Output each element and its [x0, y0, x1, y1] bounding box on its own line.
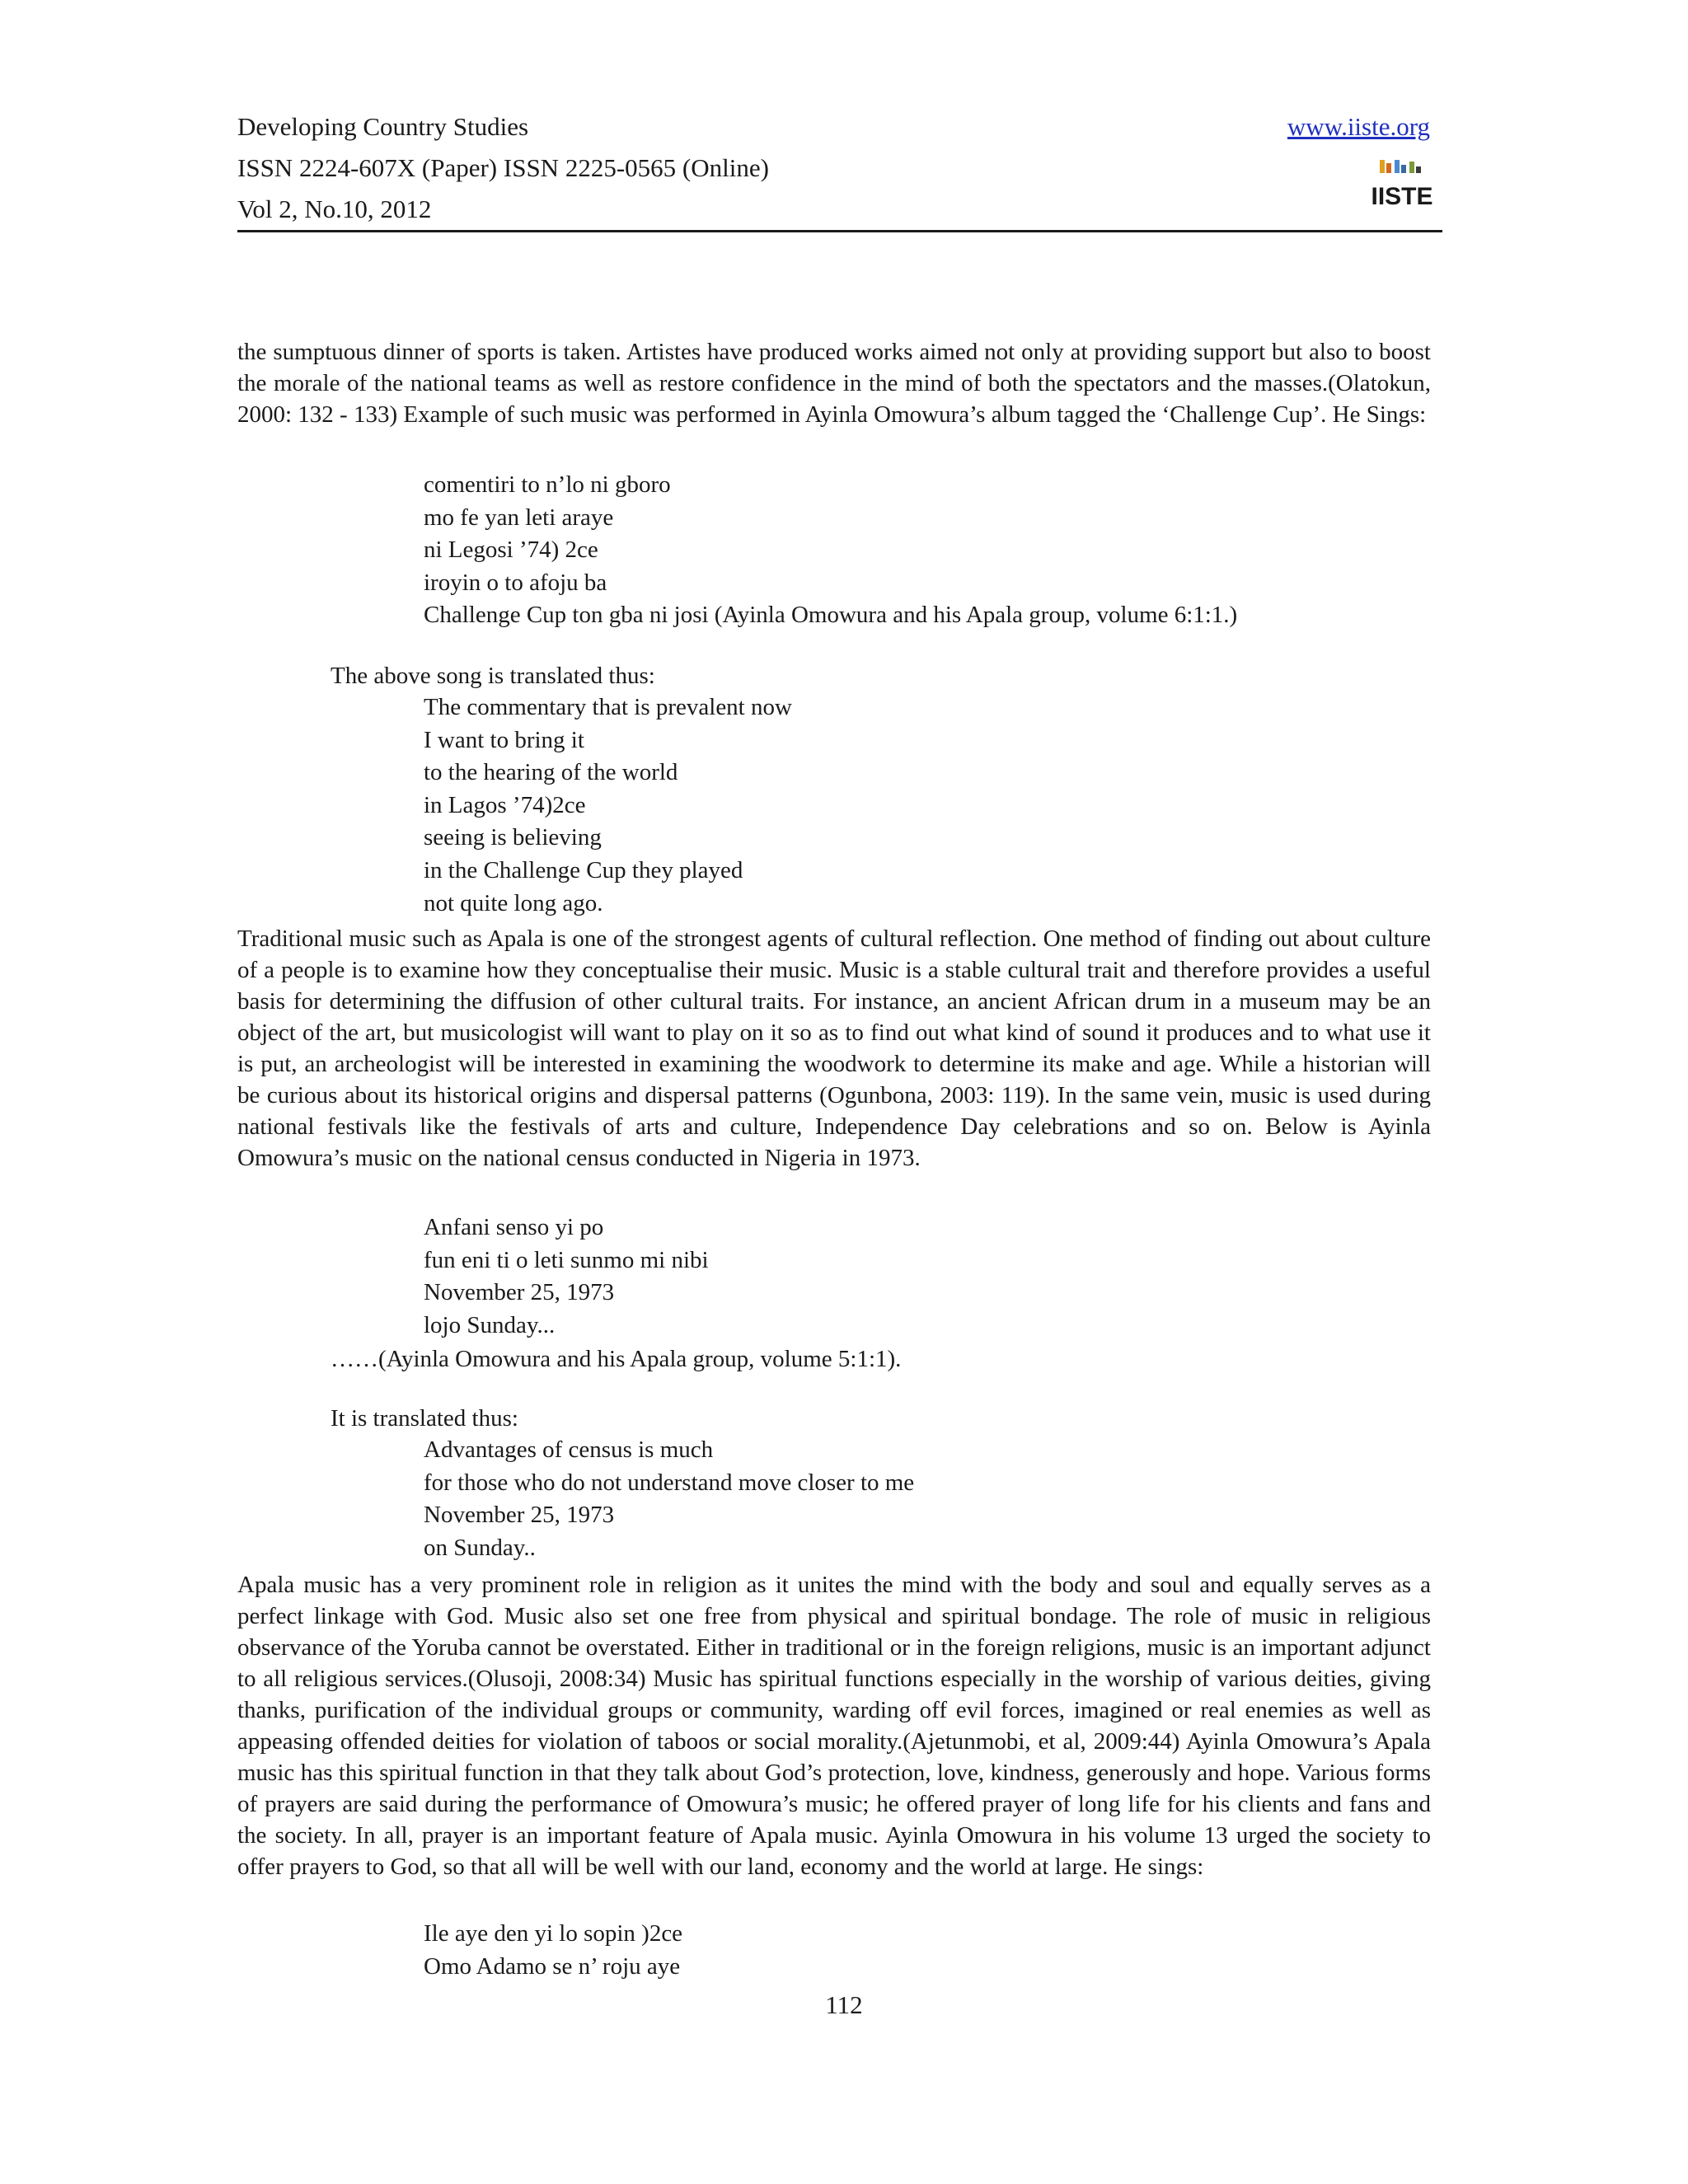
verse-line: Omo Adamo se n’ roju aye	[424, 1952, 681, 1980]
translation-intro-1: The above song is translated thus:	[331, 663, 655, 689]
journal-volume: Vol 2, No.10, 2012	[237, 194, 432, 223]
paragraph-cultural-reflection: Traditional music such as Apala is one of the strongest agents of cultural reflection. One method of finding out about culture of a people is to examine how they conceptualise their music. Music is a stable cultural trait and therefore provides a useful basis for determining the diffusion of other cultural traits. For instance, an ancient African drum in a museum may be an object of the art, but musicologist will want to play on it so as to find out what kind of sound it produces and to what use it is put, an archeologist will be interested in examining the woodwork to determine its make and age. While a historian will be curious about its historical origins and dispersal patterns (Ogunbona, 2003: 119). In the same vein, music is used during national festivals like the festivals of arts and culture, Independence Day celebrations and so on. Below is Ayinla Omowura’s music on the national census conducted in Nigeria in 1973.	[237, 926, 1431, 1171]
verse-line: Anfani senso yi po	[424, 1214, 604, 1240]
verse-census	[424, 1212, 709, 1342]
translation-census	[424, 1434, 914, 1564]
verse-line: not quite long ago.	[424, 889, 603, 916]
verse-line: on Sunday..	[424, 1534, 536, 1561]
verse-line: for those who do not understand move closer to me	[424, 1469, 915, 1496]
iiste-logo-icon	[1371, 158, 1433, 210]
verse-line: lojo Sunday...	[424, 1311, 556, 1338]
verse-line: in Lagos ’74)2ce	[424, 791, 586, 818]
journal-title: Developing Country Studies	[237, 112, 529, 141]
verse-line: iroyin o to afoju ba	[424, 569, 607, 596]
header-rule	[237, 230, 1442, 232]
verse-line: The commentary that is prevalent now	[424, 694, 792, 720]
verse-line: to the hearing of the world	[424, 759, 678, 786]
verse-line: I want to bring it	[424, 726, 584, 753]
verse-challenge-cup	[424, 469, 1237, 632]
verse-citation: ……(Ayinla Omowura and his Apala group, volume 5:1:1).	[331, 1346, 902, 1372]
website-link[interactable]: www.iiste.org	[1287, 112, 1430, 141]
verse-line: in the Challenge Cup they played	[424, 856, 743, 883]
paragraph-religion: Apala music has a very prominent role in religion as it unites the mind with the body and soul and equally serves as a perfect linkage with God. Music also set one free from physical and spiritual bondage. The role of music in religious observance of the Yoruba cannot be overstated. Either in traditional or in the foreign religions, music is an important adjunct to all religious services.(Olusoji, 2008:34) Music has spiritual functions especially in the worship of various deities, giving thanks, purification of the individual groups or community, warding off evil forces, imagined or real enemies as well as appeasing offended deities for violation of taboos or social morality.(Ajetunmobi, et al, 2009:44) Ayinla Omowura’s Apala music has this spiritual function in that they talk about God’s protection, love, kindness, generously and hope. Various forms of prayers are said during the performance of Omowura’s music; he offered prayer of long life for his clients and fans and the society. In all, prayer is an important feature of Apala music. Ayinla Omowura in his volume 13 urged the society to offer prayers to God, so that all will be well with our land, economy and the world at large. He sings:	[237, 1572, 1431, 1880]
journal-issn: ISSN 2224-607X (Paper) ISSN 2225-0565 (Online)	[237, 153, 769, 182]
verse-line: November 25, 1973	[424, 1279, 615, 1306]
verse-line: Ile aye den yi lo sopin )2ce	[424, 1920, 683, 1947]
paragraph-sports-music: the sumptuous dinner of sports is taken. Artistes have produced works aimed not only at providing support but also to boost the morale of the national teams as well as restore confidence in the mind of both the spectators and the masses.(Olatokun, 2000: 132 - 133) Example of such music was performed in Ayinla Omowura’s album tagged the ‘Challenge Cup’. He Sings:	[237, 339, 1431, 428]
page-number: 112	[825, 1990, 863, 2019]
verse-line: comentiri to n’lo ni gboro	[424, 471, 671, 498]
verse-line: Challenge Cup ton gba ni josi (Ayinla Omowura and his Apala group, volume 6:1:1.)	[424, 602, 1238, 629]
verse-line: fun eni ti o leti sunmo mi nibi	[424, 1246, 709, 1273]
verse-line: November 25, 1973	[424, 1502, 615, 1529]
translation-challenge-cup	[424, 691, 792, 920]
verse-line: Advantages of census is much	[424, 1436, 714, 1463]
logo-text: IISTE	[1371, 183, 1433, 210]
translation-intro-2: It is translated thus:	[331, 1405, 518, 1432]
verse-line: ni Legosi ’74) 2ce	[424, 537, 598, 564]
verse-line: seeing is believing	[424, 824, 602, 851]
verse-line: mo fe yan leti araye	[424, 504, 614, 531]
verse-prayer	[424, 1918, 682, 1983]
